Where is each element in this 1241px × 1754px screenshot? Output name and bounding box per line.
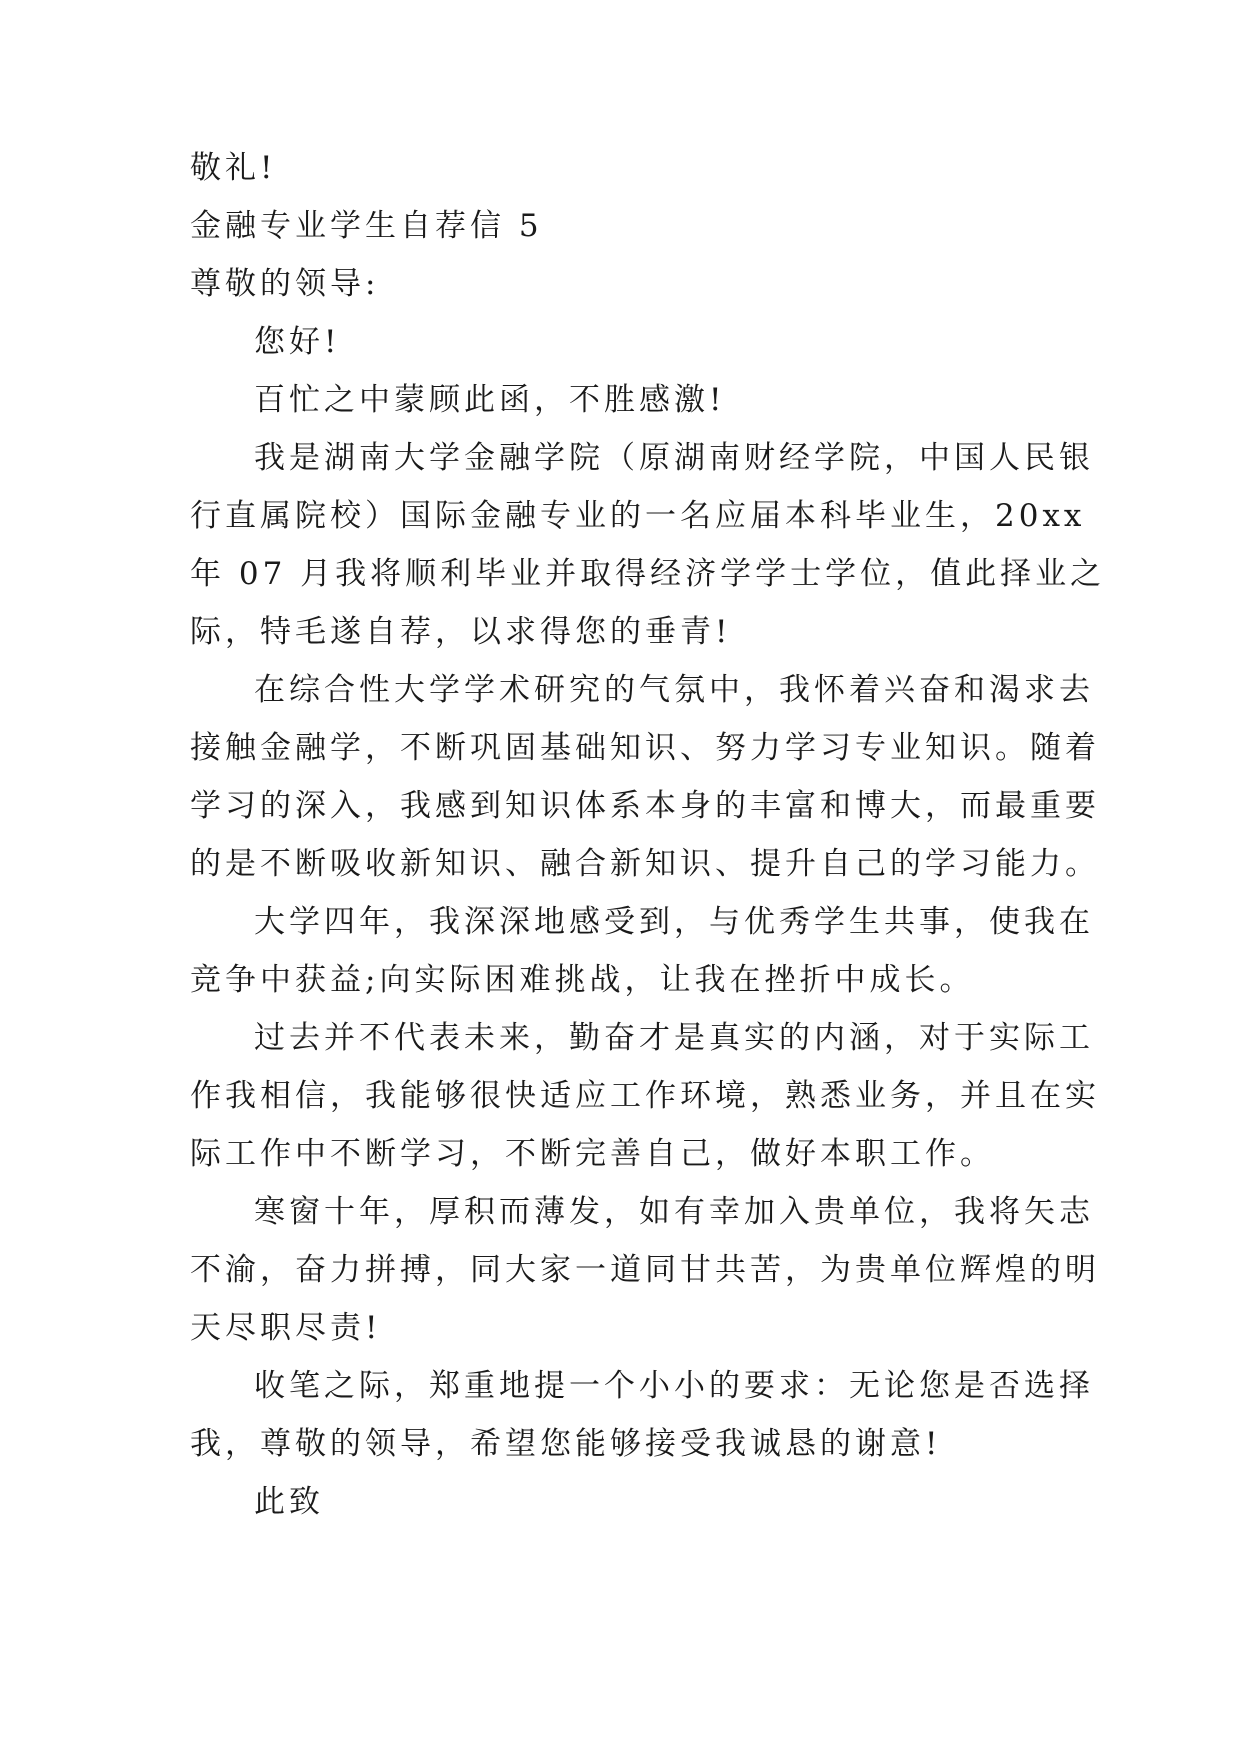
paragraph-line: 不渝，奋力拼搏，同大家一道同甘共苦，为贵单位辉煌的明 [190, 1252, 1100, 1288]
salutation: 尊敬的领导: [190, 266, 380, 302]
paragraph-line: 大学四年，我深深地感受到，与优秀学生共事，使我在 [254, 904, 1094, 940]
paragraph-line: 学习的深入，我感到知识体系本身的丰富和博大，而最重要 [190, 788, 1100, 824]
paragraph-line: 我是湖南大学金融学院（原湖南财经学院，中国人民银 [254, 440, 1094, 476]
paragraph-line: 年 07 月我将顺利毕业并取得经济学学士学位，值此择业之 [190, 556, 1106, 592]
paragraph-line: 行直属院校）国际金融专业的一名应届本科毕业生，20xx [190, 498, 1086, 534]
paragraph-line: 的是不断吸收新知识、融合新知识、提升自己的学习能力。 [190, 846, 1100, 882]
paragraph-line: 我，尊敬的领导，希望您能够接受我诚恳的谢意! [190, 1426, 942, 1462]
paragraph-line: 过去并不代表未来，勤奋才是真实的内涵，对于实际工 [254, 1020, 1094, 1056]
paragraph-line: 竞争中获益;向实际困难挑战，让我在挫折中成长。 [190, 962, 975, 998]
closing-line: 此致 [254, 1484, 324, 1520]
paragraph-line: 在综合性大学学术研究的气氛中，我怀着兴奋和渴求去 [254, 672, 1094, 708]
paragraph-line: 际，特毛遂自荐，以求得您的垂青! [190, 614, 732, 650]
closing-line-top: 敬礼! [190, 150, 277, 186]
paragraph-line: 接触金融学，不断巩固基础知识、努力学习专业知识。随着 [190, 730, 1100, 766]
paragraph-line: 收笔之际，郑重地提一个小小的要求：无论您是否选择 [254, 1368, 1094, 1404]
paragraph-line: 作我相信，我能够很快适应工作环境，熟悉业务，并且在实 [190, 1078, 1100, 1114]
document-title: 金融专业学生自荐信 5 [190, 208, 543, 244]
paragraph-line: 际工作中不断学习，不断完善自己，做好本职工作。 [190, 1136, 995, 1172]
greeting: 您好! [254, 324, 341, 360]
paragraph-line: 天尽职尽责! [190, 1310, 382, 1346]
paragraph-line: 百忙之中蒙顾此函，不胜感激! [254, 382, 726, 418]
paragraph-line: 寒窗十年，厚积而薄发，如有幸加入贵单位，我将矢志 [254, 1194, 1094, 1230]
